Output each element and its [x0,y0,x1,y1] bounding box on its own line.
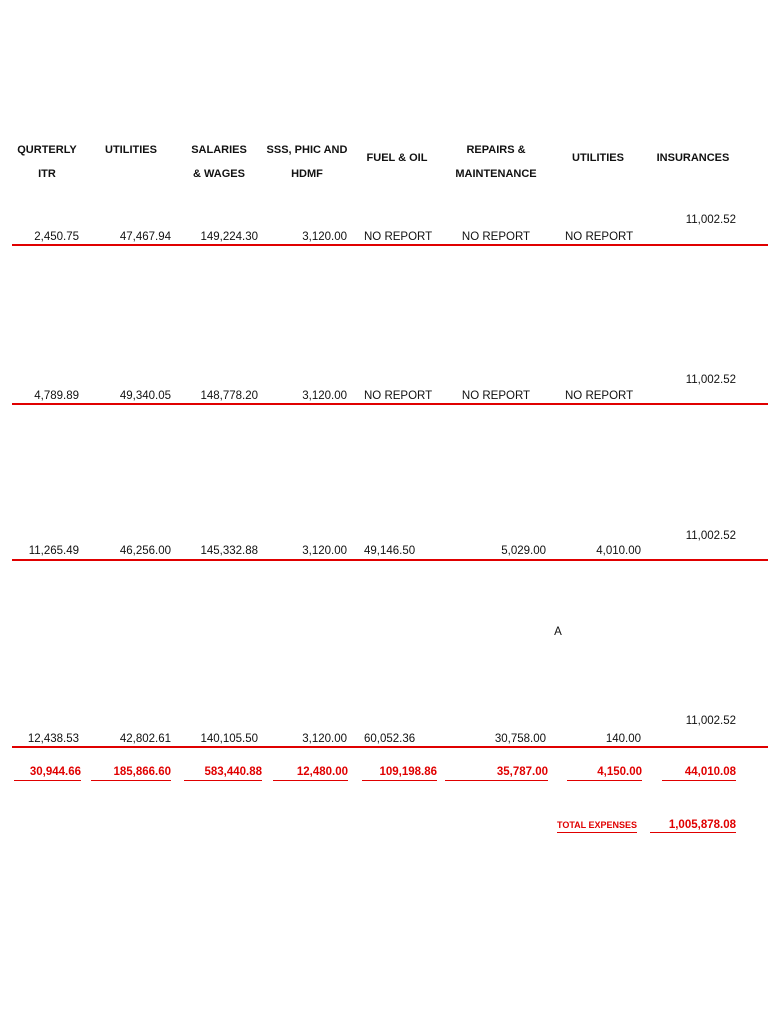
header-line: MAINTENANCE [455,168,537,180]
table-cell: 49,340.05 [119,390,171,402]
total-cell: 12,480.00 [273,765,348,781]
table-cell: NO REPORT [565,390,634,402]
header-fuel-oil [358,146,436,170]
table-cell: 140.00 [605,733,641,745]
header-insurances [650,146,736,170]
table-cell: 145,332.88 [200,545,258,557]
table-cell: NO REPORT [364,390,433,402]
header-line: UTILITIES [572,152,624,164]
header-utilities [96,138,166,162]
insurance-cell: 11,002.52 [685,374,736,386]
table-cell: NO REPORT [461,231,531,243]
table-cell: 140,105.50 [200,733,258,745]
header-line: INSURANCES [656,152,730,164]
total-cell: 4,150.00 [567,765,642,781]
header-line: FUEL & OIL [366,152,428,164]
total-cell: 583,440.88 [184,765,262,781]
header-line: & WAGES [193,168,245,180]
table-cell: 46,256.00 [119,545,171,557]
table-cell: 149,224.30 [200,231,258,243]
header-utilities-2 [560,146,636,170]
header-line: ITR [38,168,56,180]
table-cell: 60,052.36 [364,733,416,745]
table-cell: NO REPORT [461,390,531,402]
table-cell: 47,467.94 [119,231,171,243]
insurance-cell: 11,002.52 [685,715,736,727]
row-divider [12,244,768,246]
header-salaries-wages [180,138,258,186]
total-cell: 35,787.00 [445,765,548,781]
header-line: HDMF [291,168,323,180]
total-cell: 109,198.86 [362,765,437,781]
table-cell: 49,146.50 [364,545,416,557]
stray-mark: A [554,626,562,638]
table-cell: 148,778.20 [200,390,258,402]
table-cell: 42,802.61 [119,733,171,745]
header-sss-phic-hdmf [262,138,352,186]
table-cell: 30,758.00 [494,733,546,745]
table-cell: NO REPORT [565,231,634,243]
insurance-cell: 11,002.52 [685,530,736,542]
table-cell: 2,450.75 [34,231,79,243]
header-line: QURTERLY [17,144,77,156]
table-cell: 5,029.00 [501,545,546,557]
table-cell: 4,010.00 [596,545,641,557]
table-cell: 3,120.00 [302,733,347,745]
header-line: SALARIES [191,144,247,156]
header-line: UTILITIES [105,144,157,156]
row-divider [12,403,768,405]
header-quarterly-itr [10,138,84,186]
total-cell: 185,866.60 [91,765,171,781]
table-cell: NO REPORT [364,231,433,243]
insurance-cell: 11,002.52 [685,214,736,226]
table-cell: 11,265.49 [28,545,79,557]
total-expenses-value: 1,005,878.08 [650,818,736,833]
header-line: REPAIRS & [466,144,526,156]
table-cell: 3,120.00 [302,231,347,243]
table-cell: 4,789.89 [34,390,79,402]
row-divider [12,746,768,748]
table-cell: 12,438.53 [27,733,79,745]
header-repairs-maintenance [444,138,548,186]
header-line: SSS, PHIC AND [266,144,348,156]
row-divider [12,559,768,561]
total-expenses-label: TOTAL EXPENSES [557,818,637,833]
table-cell: 3,120.00 [302,545,347,557]
total-cell: 30,944.66 [14,765,81,781]
total-cell: 44,010.08 [662,765,736,781]
table-cell: 3,120.00 [302,390,347,402]
